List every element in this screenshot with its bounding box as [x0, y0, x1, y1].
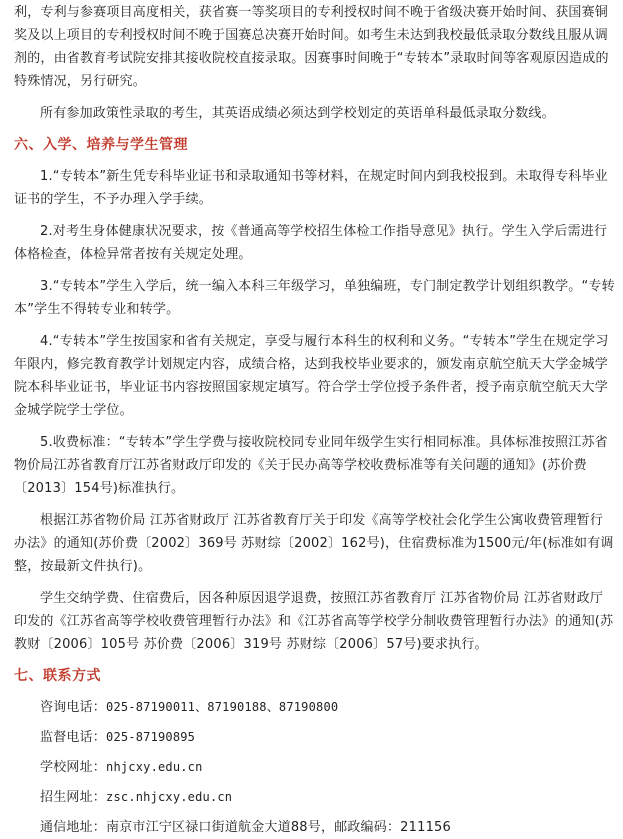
contact-consult-phone [14, 696, 615, 719]
section-6-heading: 六、入学、培养与学生管理 [14, 137, 188, 153]
section-6-item-2: 2.对考生身体健康状况要求，按《普通高等学校招生体检工作指导意见》执行。学生入学后需进行体格检查，体检异常者按有关规定处理。 [14, 224, 608, 262]
contact-label: 监督电话： [40, 730, 107, 745]
contact-admissions-website [14, 786, 615, 809]
contact-mailing-address [14, 816, 615, 839]
section-6-item-3: 3.“专转本”学生入学后，统一编入本科三年级学习，单独编班，专门制定教学计划组织教学。“专转本”学生不得转专业和转学。 [14, 279, 615, 317]
contact-label: 通信地址： [40, 820, 107, 835]
section-6-item-1: 1.“专转本”新生凭专科毕业证书和录取通知书等材料，在规定时间内到我校报到。未取得专科毕业证书的学生，不予办理入学手续。 [14, 169, 608, 207]
intro-paragraph-2: 所有参加政策性录取的考生，其英语成绩必须达到学校划定的英语单科最低录取分数线。 [40, 106, 555, 121]
contact-school-website [14, 756, 615, 779]
section-6-item-4: 4.“专转本”学生按国家和省有关规定，享受与履行本科生的权利和义务。“专转本”学生在规定学习年限内，修完教育教学计划规定内容，成绩合格，达到我校毕业要求的，颁发南京航空航天大学金城学院本科毕业证书，毕业证书内容按照国家规定填写。符合学士学位授予条件者，授予南京航空航天大学金城学院学士学位。 [14, 334, 609, 418]
contact-label: 招生网址： [40, 790, 107, 805]
section-6-dorm-fee-paragraph: 根据江苏省物价局 江苏省财政厅 江苏省教育厅关于印发《高等学校社会化学生公寓收费管理暂行办法》的通知(苏价费〔2002〕369号 苏财综〔2002〕162号)，住宿费标准为1500元/年(标准如有调整，按最新文件执行)。 [14, 513, 614, 574]
consult-phone-value: 025-87190011、87190188、87190800 [106, 700, 339, 714]
contact-label: 学校网址： [40, 760, 107, 775]
document-page [0, 1, 623, 839]
section-7-heading: 七、联系方式 [14, 668, 101, 684]
supervision-phone-value: 025-87190895 [106, 730, 196, 744]
school-website-link[interactable]: nhjcxy.edu.cn [106, 760, 203, 774]
contact-label: 咨询电话： [40, 700, 107, 715]
section-6-refund-paragraph: 学生交纳学费、住宿费后，因各种原因退学退费，按照江苏省教育厅 江苏省物价局 江苏省财政厅印发的《江苏省高等学校收费管理暂行办法》和《江苏省高等学校学分制收费管理暂行办法》的通知(苏教财〔2006〕105号 苏价费〔2006〕319号 苏财综〔2006〕57号)要求执行。 [14, 591, 614, 652]
contact-supervision-phone [14, 726, 615, 749]
section-6-item-5: 5.收费标准：“专转本”学生学费与接收院校同专业同年级学生实行相同标准。具体标准按照江苏省物价局江苏省教育厅江苏省财政厅印发的《关于民办高等学校收费标准等有关问题的通知》(苏价费〔2013〕154号)标准执行。 [14, 435, 608, 496]
mailing-address-value: 南京市江宁区禄口街道航金大道88号，邮政编码：211156 [106, 820, 451, 835]
intro-paragraph-1: 利，专利与参赛项目高度相关，获省赛一等奖项目的专利授权时间不晚于省级决赛开始时间、获国赛铜奖及以上项目的专利授权时间不晚于国赛总决赛开始时间。如考生未达到我校最低录取分数线且服从调剂的，由省教育考试院安排其接收院校直接录取。因赛事时间晚于“专转本”录取时间等客观原因造成的特殊情况，另行研究。 [14, 5, 609, 89]
admissions-website-link[interactable]: zsc.nhjcxy.edu.cn [106, 790, 233, 804]
